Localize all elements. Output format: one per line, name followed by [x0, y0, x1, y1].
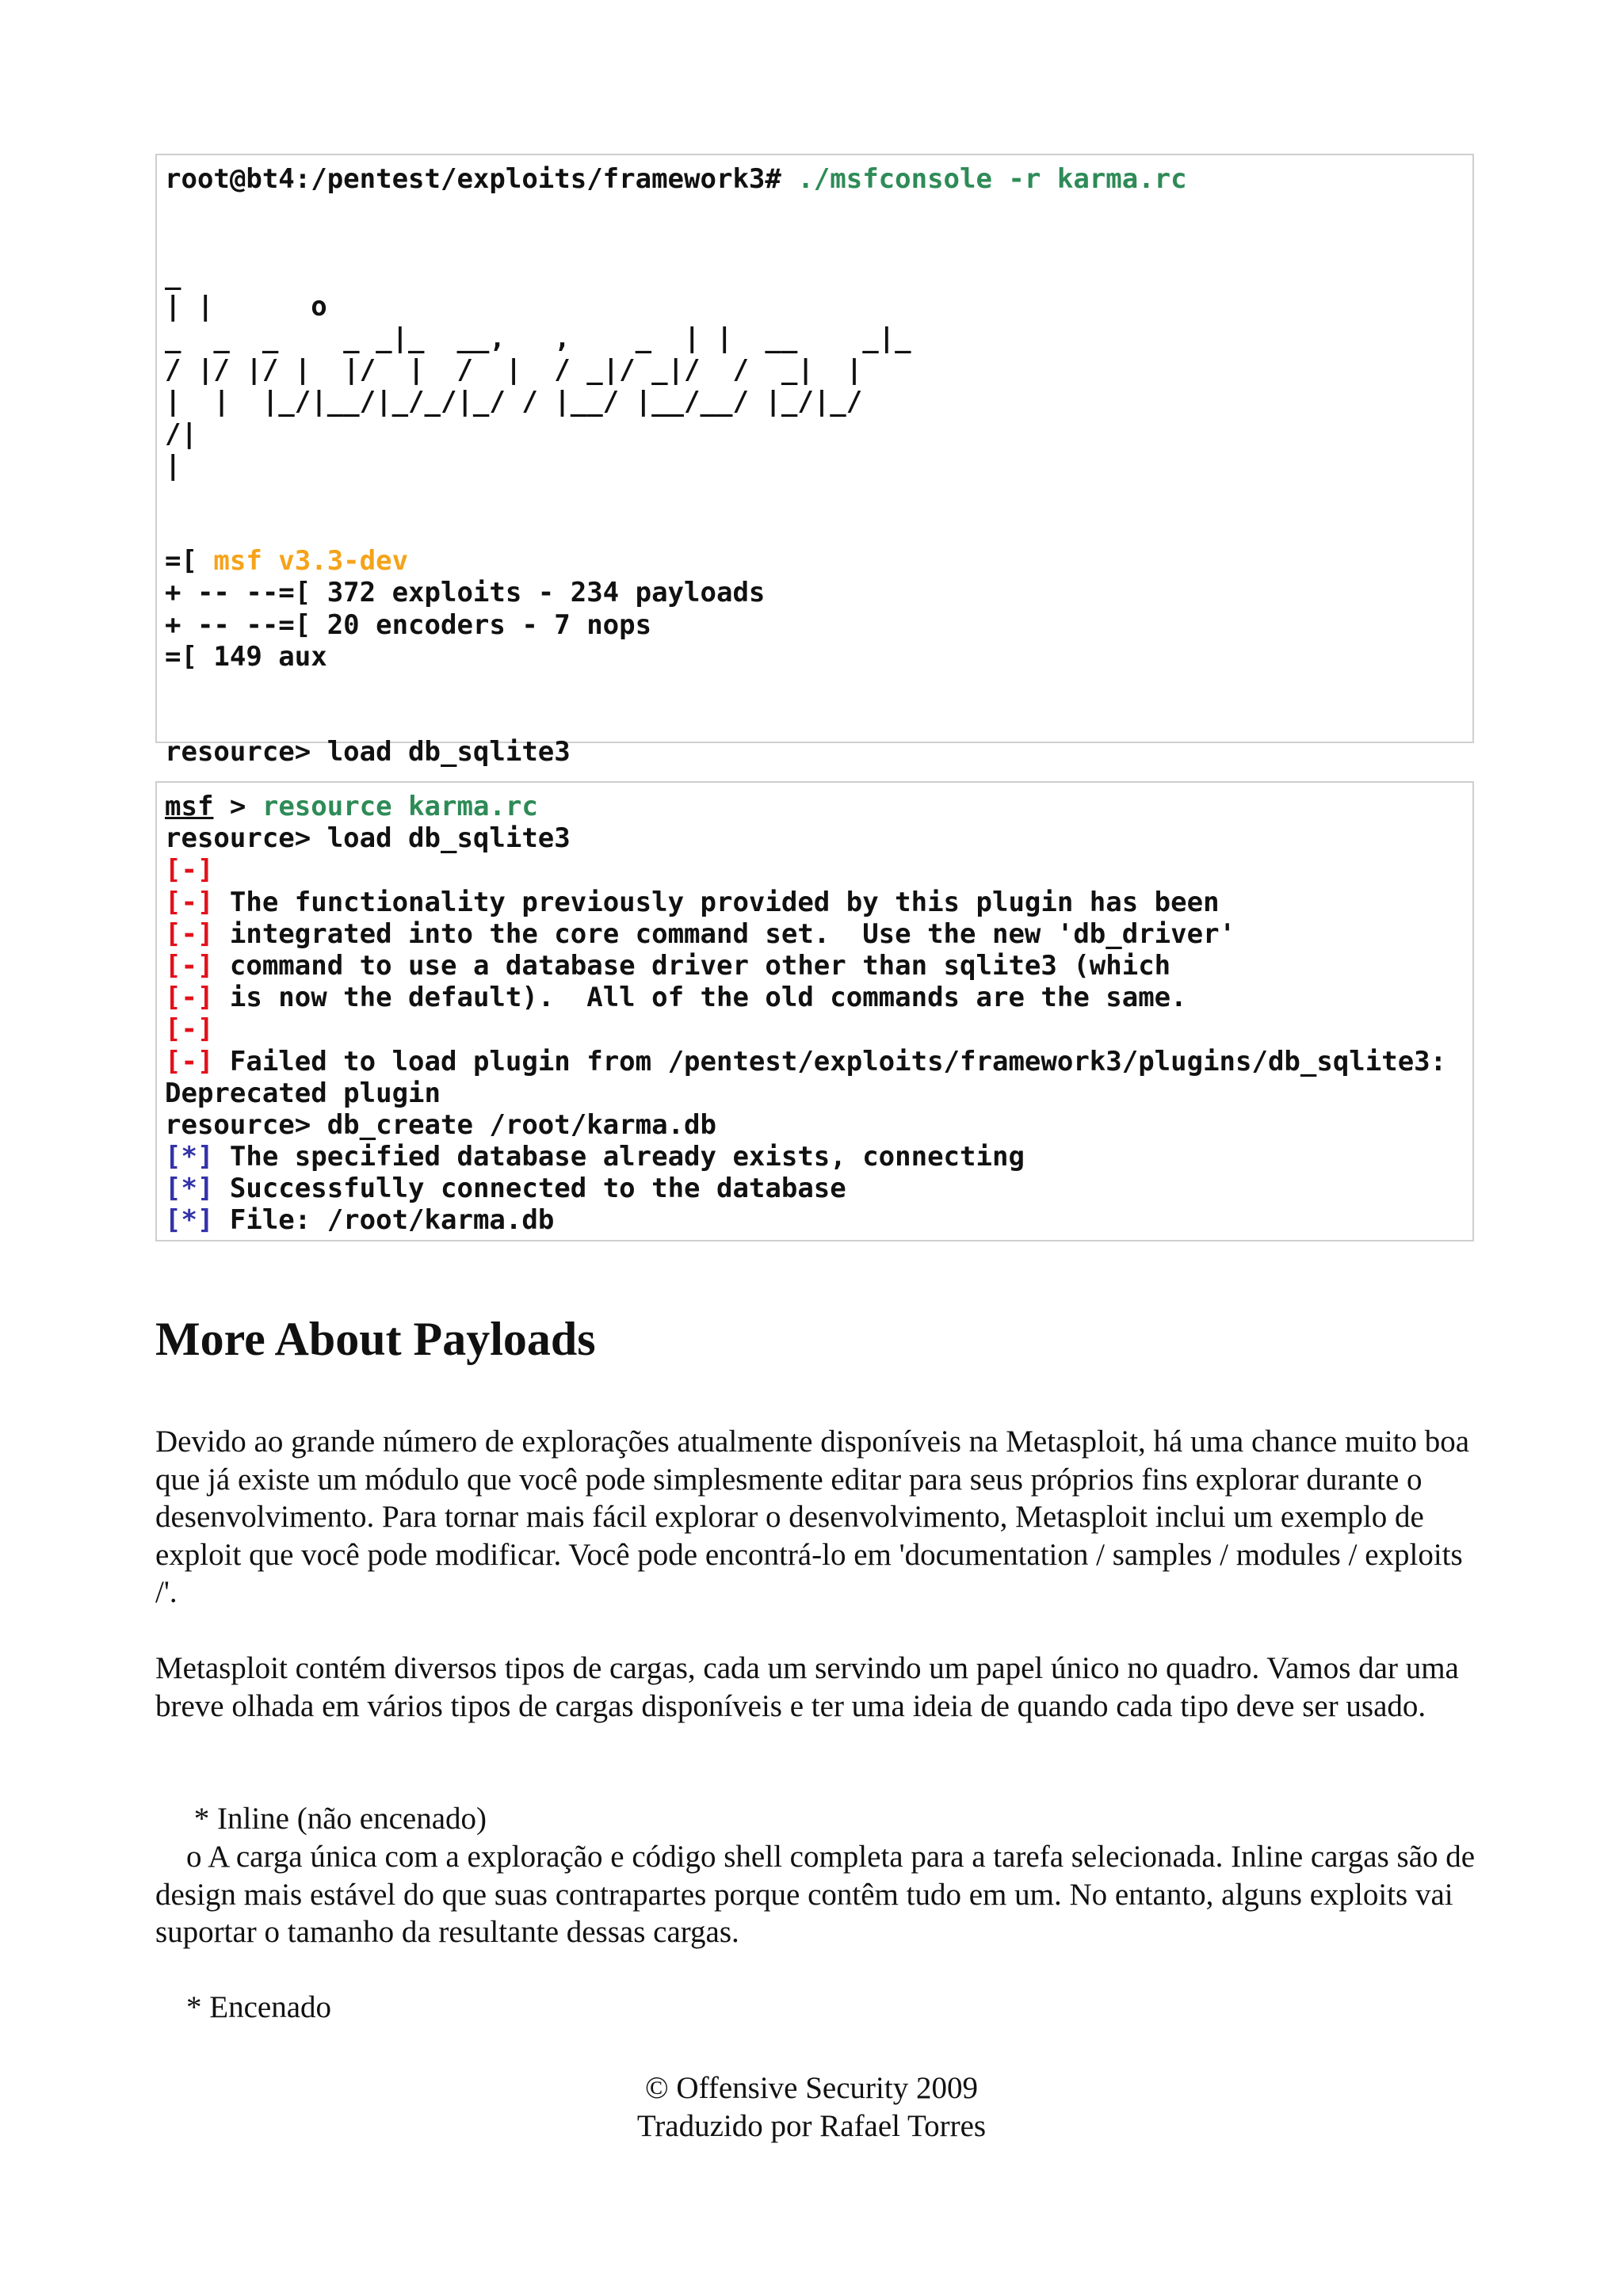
resource-load-line: resource> load db_sqlite3: [165, 822, 571, 855]
resource-command: resource karma.rc: [262, 791, 538, 822]
ascii-banner-line: | | o: [165, 290, 327, 322]
bullet-item-inline: * Inline (não encenado): [155, 1802, 487, 1836]
error-line: [165, 1013, 1465, 1045]
error-line: [-] command to use a database driver other than sqlite3 (which: [165, 949, 1171, 982]
info-line: [*] The specified database already exists, connecting: [165, 1141, 1025, 1173]
paragraph: Metasploit contém diversos tipos de cargas, cada um servindo um papel único no quadro. Vamos dar uma breve olhada em vários tipos de cargas disponíveis e ter uma ideia de quando cada tipo deve ser usado.: [155, 1651, 1459, 1723]
error-marker: [-]: [165, 854, 214, 887]
msf-prompt: msf: [165, 791, 214, 822]
ascii-banner-line: | | |_/|__/|_/_/|_/ / |__/ |__/__/ |_/|_/: [165, 386, 863, 418]
info-line: [*] Successfully connected to the database: [165, 1173, 846, 1205]
footer-translator: Traduzido por Rafael Torres: [636, 2109, 987, 2143]
shell-prompt: root@bt4:/pentest/exploits/framework3#: [165, 163, 781, 195]
version-line: =[ msf v3.3-dev: [165, 545, 409, 578]
bullet-item-staged: * Encenado: [155, 1990, 332, 2024]
ascii-banner-line: |: [165, 449, 181, 482]
paragraph: Devido ao grande número de explorações atualmente disponíveis na Metasploit, há uma chance muito boa que já existe um módulo que você pode simplesmente editar para seus próprios fins explorar durante o desenvolvimento. Para tornar mais fácil explorar o desenvolvimento, Metasploit inclui um exemplo de exploit que você pode modificar. Você pode encontrá-lo em 'documentation / samples / modules / exploits /'.: [155, 1425, 1470, 1609]
section-heading: More About Payloads: [155, 1313, 596, 1365]
error-line: [-] integrated into the core command set. Use the new 'db_driver': [165, 917, 1236, 950]
ascii-banner-line: _ _ _ _ _|_ __, , _ | | __ _|_: [165, 322, 911, 354]
error-marker: [-]: [165, 886, 214, 918]
info-line: [*] File: /root/karma.db: [165, 1204, 555, 1237]
info-marker: [*]: [165, 1141, 214, 1173]
stats-line: + -- --=[ 20 encoders - 7 nops: [165, 608, 652, 641]
error-marker: [-]: [165, 917, 214, 950]
error-marker: [-]: [165, 1013, 214, 1046]
error-line: [-] is now the default). All of the old commands are the same.: [165, 982, 1187, 1014]
error-line: [-] The functionality previously provided by this plugin has been: [165, 886, 1220, 918]
ascii-banner-line: /|: [165, 418, 197, 450]
error-marker: [-]: [165, 949, 214, 982]
terminal-command-line: [165, 163, 1465, 195]
footer-copyright: © Offensive Security 2009: [645, 2071, 978, 2105]
stats-line: + -- --=[ 372 exploits - 234 payloads: [165, 577, 766, 609]
terminal-block-msfconsole: [155, 154, 1474, 769]
resource-load-line: resource> load db_sqlite3: [165, 736, 571, 769]
msf-version: msf v3.3-dev: [213, 545, 409, 578]
info-marker: [*]: [165, 1173, 214, 1205]
bullet-description: o A carga única com a exploração e código shell completa para a tarefa selecionada. Inline cargas são de design mais estável do que suas contrapartes porque contêm tudo em um. No entanto, alguns exploits vai suportar o tamanho da resultante dessas cargas.: [155, 1840, 1483, 1949]
stats-line: =[ 149 aux: [165, 640, 327, 673]
deprecated-line: Deprecated plugin: [165, 1077, 441, 1109]
info-marker: [*]: [165, 1204, 214, 1237]
msfconsole-command: ./msfconsole -r karma.rc: [781, 163, 1187, 195]
error-line: [165, 854, 1465, 886]
msf-command-line: msf > resource karma.rc: [165, 791, 538, 822]
error-marker: [-]: [165, 1045, 214, 1077]
db-create-line: resource> db_create /root/karma.db: [165, 1108, 716, 1141]
error-marker: [-]: [165, 982, 214, 1014]
ascii-banner-line: / |/ |/ | |/ | / | / _|/ _|/ / _| |: [165, 354, 863, 387]
ascii-banner-line: _: [165, 258, 181, 291]
error-line: [-] Failed to load plugin from /pentest/exploits/framework3/plugins/db_sqlite3:: [165, 1045, 1447, 1077]
terminal-block-resource: [155, 781, 1474, 1241]
